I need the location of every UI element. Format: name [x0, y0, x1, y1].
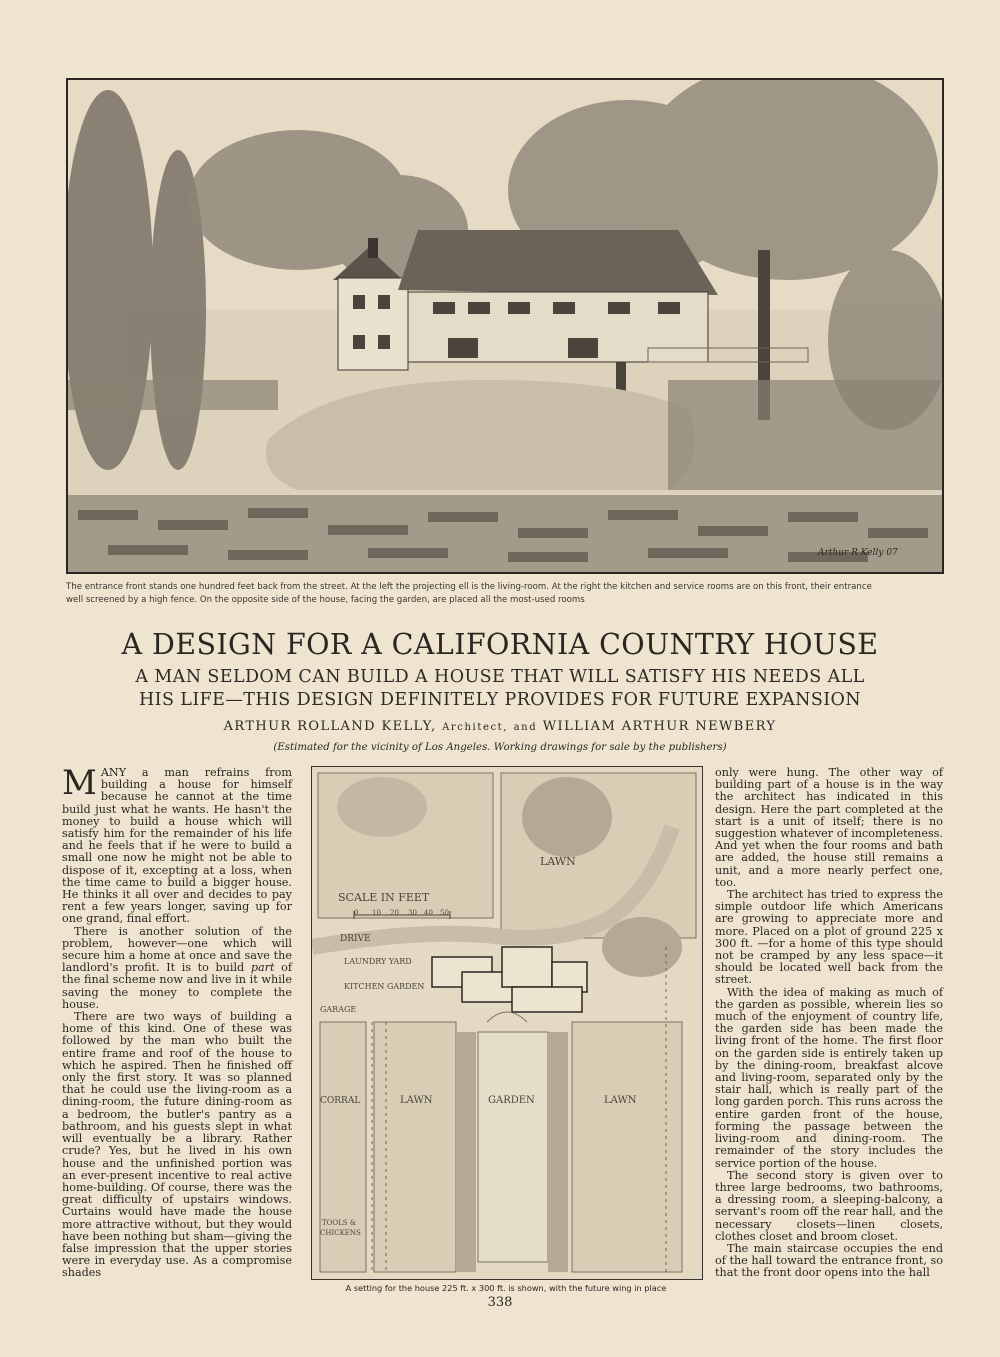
illustration-caption-line2: well screened by a high fence. On the opposite side of the house, facing the garden, are placed all the most-used rooms — [66, 595, 585, 605]
label-lawn-left: LAWN — [400, 1095, 433, 1106]
label-kitchen-garden: KITCHEN GARDEN — [344, 982, 425, 991]
estimate-note: (Estimated for the vicinity of Los Angeles. Working drawings for sale by the publishers) — [273, 742, 727, 753]
site-plan-caption: A setting for the house 225 ft. x 300 ft. is shown, with the future wing in place — [345, 1283, 667, 1293]
label-garage: GARAGE — [320, 1005, 357, 1014]
right-paragraph-1: only were hung. The other way of building part of a house is in the way the architect has indicated in this design. Here the part completed at the start is a unit of itself; there is no suggestion whatever of incompleteness. And yet when the four rooms and bath are added, the house still remains a unit, and a more nearly perfect one, too. — [715, 766, 943, 889]
scale-tick-20: 20 — [390, 909, 399, 917]
drop-cap: M — [62, 763, 97, 803]
byline — [0, 719, 1000, 734]
author-2: WILLIAM ARTHUR NEWBERY — [542, 719, 777, 734]
label-chickens: CHICKENS — [320, 1229, 361, 1237]
scale-tick-10: 10 — [372, 909, 381, 917]
right-paragraph-5: The main staircase occupies the end of the hall toward the entrance front, so that the front door opens into the hall — [715, 1241, 943, 1280]
label-corral: CORRAL — [320, 1096, 361, 1106]
illustration-caption-line1: The entrance front stands one hundred feet back from the street. At the left the projecting ell is the living-room. At the right the kitchen and service rooms are on this front, their entrance — [66, 582, 872, 592]
scale-tick-30: 30 — [408, 909, 417, 917]
label-tools: TOOLS & — [322, 1219, 357, 1227]
right-paragraph-4: The second story is given over to three large bedrooms, two bathrooms, a dressing room, a sleeping-balcony, a servant's room off the rear hall, and the necessary closets—linen closets, clothes closet and broom closet. — [715, 1168, 943, 1243]
label-drive: DRIVE — [340, 934, 371, 944]
author-1: ARTHUR ROLLAND KELLY, — [223, 719, 437, 734]
subtitle-line1: A MAN SELDOM CAN BUILD A HOUSE THAT WILL SATISFY HIS NEEDS ALL — [135, 667, 865, 687]
left-column — [62, 763, 292, 1280]
scale-tick-40: 40 — [424, 909, 433, 917]
house-illustration — [66, 78, 944, 574]
article-title: A DESIGN FOR A CALIFORNIA COUNTRY HOUSE — [121, 628, 879, 661]
artist-signature: Arthur R Kelly 07 — [818, 548, 898, 558]
left-paragraph-2: There is another solution of the problem, however—one which will secure him a home at once and save the landlord's profit. It is to build part of the final scheme now and live in it while saving the money to complete the house. — [62, 924, 292, 1011]
right-paragraph-2: The architect has tried to express the simple outdoor life which Americans are growing to appreciate more and more. Placed on a plot of ground 225 x 300 ft. —for a home of this type should not be cramped by any less space—it should be located well back from the street. — [715, 888, 943, 987]
scale-tick-50: 50 — [440, 909, 449, 917]
label-lawn-top: LAWN — [540, 855, 576, 868]
label-lawn-right: LAWN — [604, 1095, 637, 1106]
scale-tick-0: 0 — [354, 909, 359, 917]
author-role: Architect, — [442, 722, 509, 733]
subtitle-line2: HIS LIFE—THIS DESIGN DEFINITELY PROVIDES FOR FUTURE EXPANSION — [138, 690, 862, 710]
label-scale: SCALE IN FEET — [338, 891, 430, 904]
left-paragraph-3: There are two ways of building a home of this kind. One of these was followed by the man who built the entire frame and roof of the house to which he aspired. Then he finished off only the first story. It was so planned that he could use the living-room as a dining-room, the future dining-room as a bedroom, the butler's pantry as a bathroom, and his guests slept in what will eventually be a library. Rather crude? Yes, but he lived in his own house and the unfinished portion was an ever-present incentive to real active home-building. Of course, there was the great difficulty of upstairs windows. Curtains would have made the house more attractive without, but they would have been nothing but sham—giving the false impression that the upper stories were in everyday use. As a compromise shades — [62, 1010, 292, 1280]
page-number: 338 — [487, 1295, 513, 1310]
label-laundry-yard: LAUNDRY YARD — [344, 957, 412, 966]
left-paragraph-1: MANY a man refrains from building a house for himself because he cannot at the time build just what he wants. He hasn't the money to build a house which will satisfy him for the remainder of his life and he feels that if he were to build a small one now he might not be able to dispose of it, excepting at a loss, when the time came to build a bigger house. He thinks it all over and decides to pay rent a few years longer, saving up for one grand, final effort. — [62, 763, 292, 926]
site-plan — [311, 766, 703, 1280]
byline-conjunction: and — [513, 722, 538, 733]
right-column — [715, 767, 943, 1280]
label-garden: GARDEN — [488, 1095, 535, 1106]
right-paragraph-3: With the idea of making as much of the garden as possible, wherein lies so much of the enjoyment of country life, the garden side has been made the living front of the home. The first floor on the garden side is entirely taken up by the dining-room, breakfast alcove and living-room, separated only by the stair hall, which is really part of the long garden porch. This runs across the entire garden front of the house, forming the passage between the living-room and dining-room. The remainder of the story includes the service portion of the house. — [715, 985, 943, 1170]
